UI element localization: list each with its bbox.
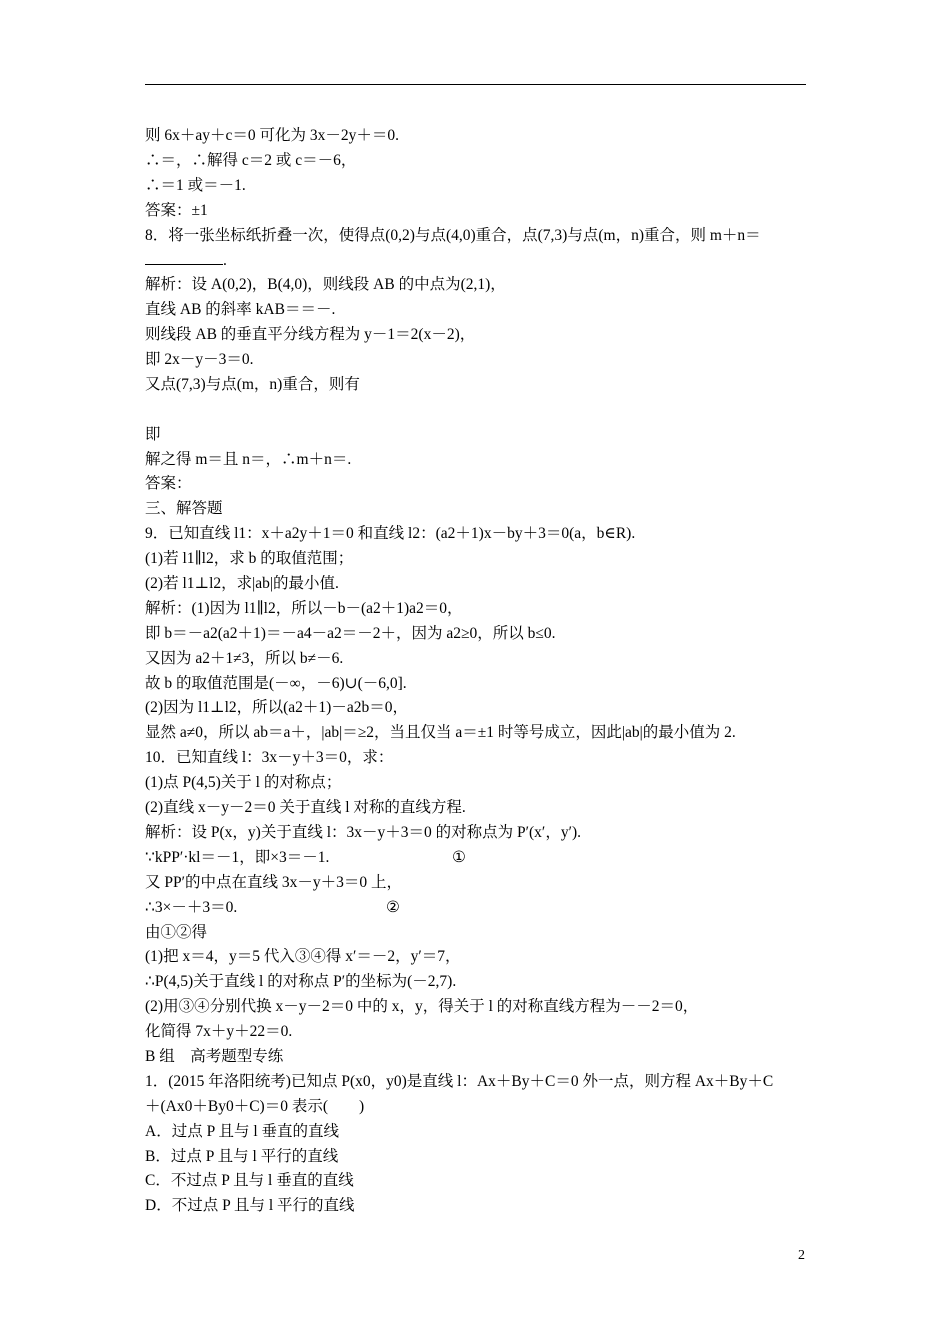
option-c: C．不过点 P 且与 l 垂直的直线 [145,1172,354,1190]
text-line: 显然 a≠0，所以 ab＝a＋，|ab|＝≥2，当且仅当 a＝±1 时等号成立，因此|ab|的最小值为 2. [145,724,736,742]
text-line: (1)若 l1∥l2，求 b 的取值范围； [145,550,354,568]
text-line: 解析：设 P(x，y)关于直线 l：3x－y＋3＝0 的对称点为 P′(x′，y′). [145,823,581,841]
page-number: 2 [798,1248,805,1263]
text-line: 化简得 7x＋y＋22＝0. [145,1023,293,1041]
option-d: D．不过点 P 且与 l 平行的直线 [145,1197,355,1215]
text-line: (2)直线 x－y－2＝0 关于直线 l 对称的直线方程. [145,799,466,817]
equation-text: ∵kPP′·kl＝－1，即×3＝－1. [145,848,330,866]
question-10: 10．已知直线 l：3x－y＋3＝0，求： [145,749,394,767]
text-line: 解之得 m＝且 n＝，∴m＋n＝. [145,450,352,468]
text-line: 则线段 AB 的垂直平分线方程为 y－1＝2(x－2)， [145,326,476,344]
section-heading: 三、解答题 [145,500,223,518]
equation-line-1 [145,846,807,871]
blank-line [145,398,807,423]
text-line: 即 b＝－a2(a2＋1)＝－a4－a2＝－2＋，因为 a2≥0，所以 b≤0. [145,624,556,642]
question-1: 1．(2015 年洛阳统考)已知点 P(x0，y0)是直线 l：Ax＋By＋C＝0 外一点，则方程 Ax＋By＋C [145,1072,774,1090]
equation-marker-2: ② [386,898,400,916]
text-line: ∴＝1 或＝－1. [145,176,246,194]
text-line: (2)若 l1⊥l2，求|ab|的最小值. [145,575,339,593]
answer-blank [145,248,223,265]
equation-text: ∴3×－＋3＝0. [145,898,238,916]
text-line: ∴＝，∴解得 c＝2 或 c＝－6， [145,151,357,169]
text-line: 即 [145,425,161,443]
option-a: A．过点 P 且与 l 垂直的直线 [145,1122,340,1140]
text-line: (1)把 x＝4，y＝5 代入③④得 x′＝－2，y′＝7， [145,948,461,966]
text-line: 解析：设 A(0,2)，B(4,0)，则线段 AB 的中点为(2,1)， [145,276,506,294]
header-rule [145,84,806,85]
text-line: 即 2x－y－3＝0. [145,351,254,369]
option-b: B．过点 P 且与 l 平行的直线 [145,1147,339,1165]
text-line: 又因为 a2＋1≠3，所以 b≠－6. [145,649,344,667]
answer-line: 答案：±1 [145,201,208,219]
equation-marker-1: ① [452,848,466,866]
text-line: 则 6x＋ay＋c＝0 可化为 3x－2y＋＝0. [145,127,400,144]
text-line: ∴P(4,5)关于直线 l 的对称点 P′的坐标为(－2,7). [145,973,457,991]
question-1-continued: ＋(Ax0＋By0＋C)＝0 表示( ) [145,1097,365,1115]
question-9: 9．已知直线 l1：x＋a2y＋1＝0 和直线 l2：(a2＋1)x－by＋3＝0(a，b∈R). [145,525,636,543]
text-line: 直线 AB 的斜率 kAB＝＝－. [145,301,336,319]
text-line: (2)因为 l1⊥l2，所以(a2＋1)－a2b＝0， [145,699,408,717]
text-line: 故 b 的取值范围是(－∞，－6)∪(－6,0]. [145,674,407,692]
page-content [145,124,807,1219]
text-line: 又点(7,3)与点(m，n)重合，则有 [145,375,360,393]
equation-line-2 [145,896,807,921]
text-line: 又 PP′的中点在直线 3x－y＋3＝0 上， [145,873,403,891]
question-8: 8．将一张坐标纸折叠一次，使得点(0,2)与点(4,0)重合，点(7,3)与点(m，n)重合，则 m＋n＝ [145,226,761,244]
section-heading: B 组 高考题型专练 [145,1047,284,1065]
question-8-end: . [223,252,227,270]
text-line: 解析：(1)因为 l1∥l2，所以－b－(a2＋1)a2＝0， [145,599,463,617]
text-line: 由①②得 [145,923,208,941]
text-line: (2)用③④分别代换 x－y－2＝0 中的 x，y，得关于 l 的对称直线方程为－－2＝0， [145,998,699,1016]
answer-line: 答案： [145,475,192,493]
text-line: (1)点 P(4,5)关于 l 的对称点； [145,774,342,792]
question-8-blank [145,248,807,273]
